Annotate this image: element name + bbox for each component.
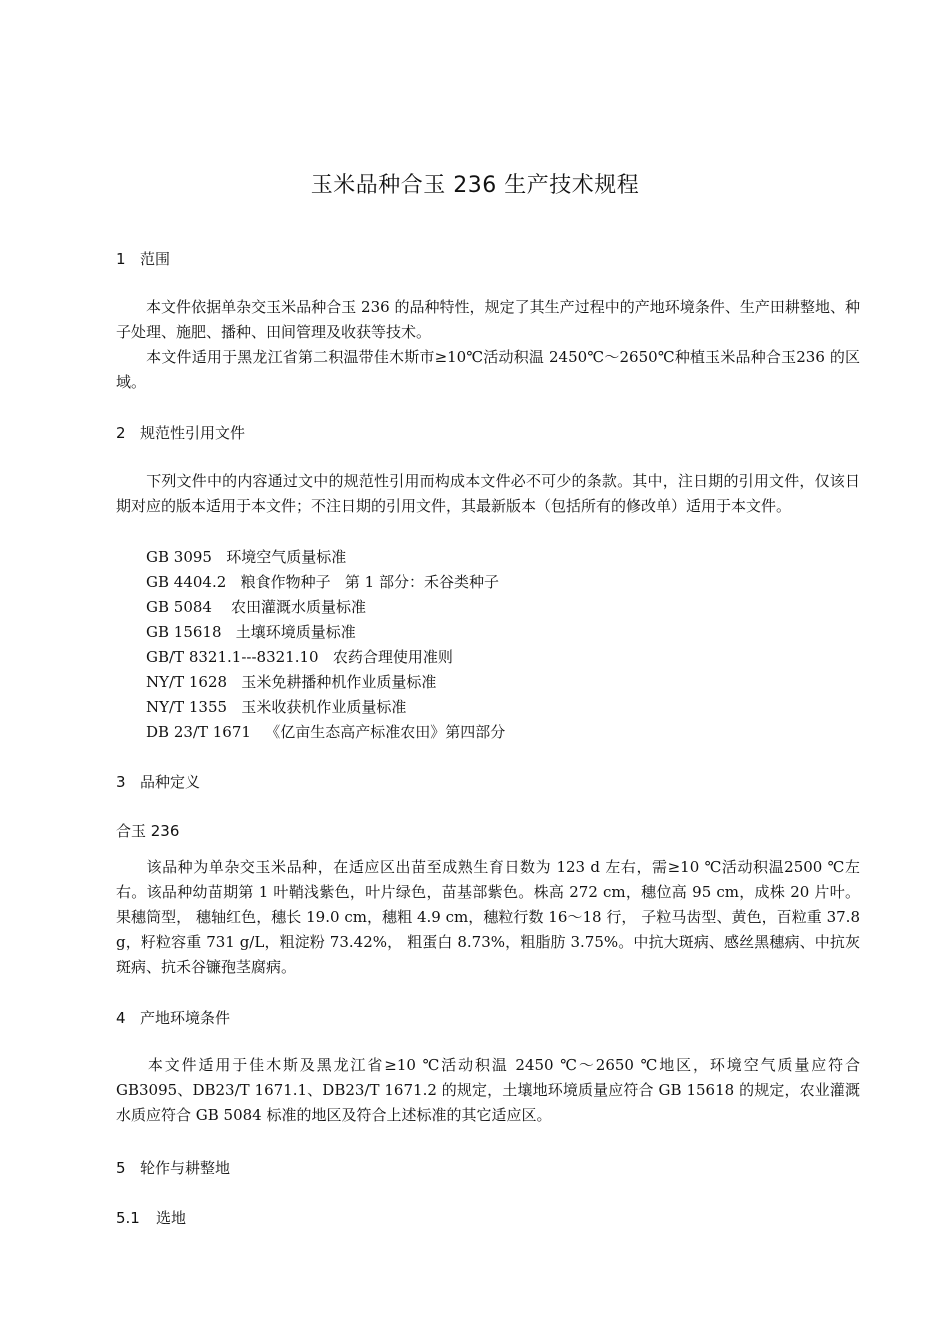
section-number: 5 bbox=[116, 1159, 126, 1177]
paragraph-text: 本文件依据单杂交玉米品种合玉 236 的品种特性，规定了其生产过程中的产地环境条件、生产田耕整地、种子处理、施肥、播种、田间管理及收获等技术。 bbox=[116, 298, 860, 341]
document-title: 玉米品种合玉 236 生产技术规程 bbox=[310, 173, 640, 198]
section-heading-variety-definition bbox=[116, 771, 200, 792]
section-title: 范围 bbox=[140, 250, 171, 268]
reference-item: GB 3095 环境空气质量标准 bbox=[146, 548, 347, 566]
paragraph bbox=[116, 855, 860, 980]
paragraph bbox=[116, 345, 860, 395]
section-number: 5.1 bbox=[116, 1209, 140, 1227]
reference-item: GB/T 8321.1---8321.10 农药合理使用准则 bbox=[146, 648, 453, 666]
section-title: 品种定义 bbox=[140, 773, 201, 791]
section-title: 轮作与耕整地 bbox=[140, 1159, 231, 1177]
section-number: 4 bbox=[116, 1009, 126, 1027]
section-number: 3 bbox=[116, 773, 126, 791]
paragraph-text: 该品种为单杂交玉米品种，在适应区出苗至成熟生育日数为 123 d 左右，需≥10 ℃活动积温2500 ℃左右。该品种幼苗期第 1 叶鞘浅紫色，叶片绿色，苗基部紫色。株高 272 cm，穗位高 95 cm，成株 20 片叶。果穗筒型， 穗轴红色，穗长 19.0 cm，穗粗 4.9 cm，穗粒行数 16～18 行， 子粒马齿型、黄色，百粒重 37.8 g，籽粒容重 731 g/L，粗淀粉 73.42%， 粗蛋白 8.73%，粗脂肪 3.75%。中抗大斑病、感丝黑穗病、中抗灰斑病、抗禾谷镰孢茎腐病。 bbox=[116, 858, 860, 976]
reference-item: GB 15618 土壤环境质量标准 bbox=[146, 623, 356, 641]
reference-item: NY/T 1355 玉米收获机作业质量标准 bbox=[146, 698, 407, 716]
variety-name-heading: 合玉 236 bbox=[116, 822, 180, 840]
section-heading-environment bbox=[116, 1007, 230, 1028]
reference-item: GB 4404.2 粮食作物种子 第 1 部分：禾谷类种子 bbox=[146, 573, 499, 591]
subsection-heading-site-selection bbox=[116, 1207, 186, 1228]
section-number: 2 bbox=[116, 424, 126, 442]
paragraph-text: 下列文件中的内容通过文中的规范性引用而构成本文件必不可少的条款。其中，注日期的引用文件，仅该日期对应的版本适用于本文件；不注日期的引用文件，其最新版本（包括所有的修改单）适用于本文件。 bbox=[116, 472, 860, 515]
section-heading-normative-references bbox=[116, 422, 245, 443]
section-heading-rotation bbox=[116, 1157, 230, 1178]
paragraph-text: 本文件适用于黑龙江省第二积温带佳木斯市≥10℃活动积温 2450℃～2650℃种植玉米品种合玉236 的区域。 bbox=[116, 348, 860, 391]
section-heading-scope bbox=[116, 248, 170, 269]
paragraph bbox=[116, 295, 860, 345]
section-title: 产地环境条件 bbox=[140, 1009, 231, 1027]
paragraph-text: 本文件适用于佳木斯及黑龙江省≥10 ℃活动积温 2450 ℃～2650 ℃地区，环境空气质量应符合GB3095、DB23/T 1671.1、DB23/T 1671.2 的规定，土壤地环境质量应符合 GB 15618 的规定，农业灌溉水质应符合 GB 5084 标准的地区及符合上述标准的其它适应区。 bbox=[116, 1056, 860, 1124]
reference-item: NY/T 1628 玉米免耕播种机作业质量标准 bbox=[146, 673, 437, 691]
section-title: 选地 bbox=[156, 1209, 187, 1227]
reference-list bbox=[146, 545, 505, 745]
reference-item: GB 5084 农田灌溉水质量标准 bbox=[146, 598, 367, 616]
paragraph bbox=[116, 469, 860, 519]
section-title: 规范性引用文件 bbox=[140, 424, 246, 442]
reference-item: DB 23/T 1671 《亿亩生态高产标准农田》第四部分 bbox=[146, 723, 506, 741]
section-number: 1 bbox=[116, 250, 126, 268]
paragraph bbox=[116, 1053, 860, 1128]
